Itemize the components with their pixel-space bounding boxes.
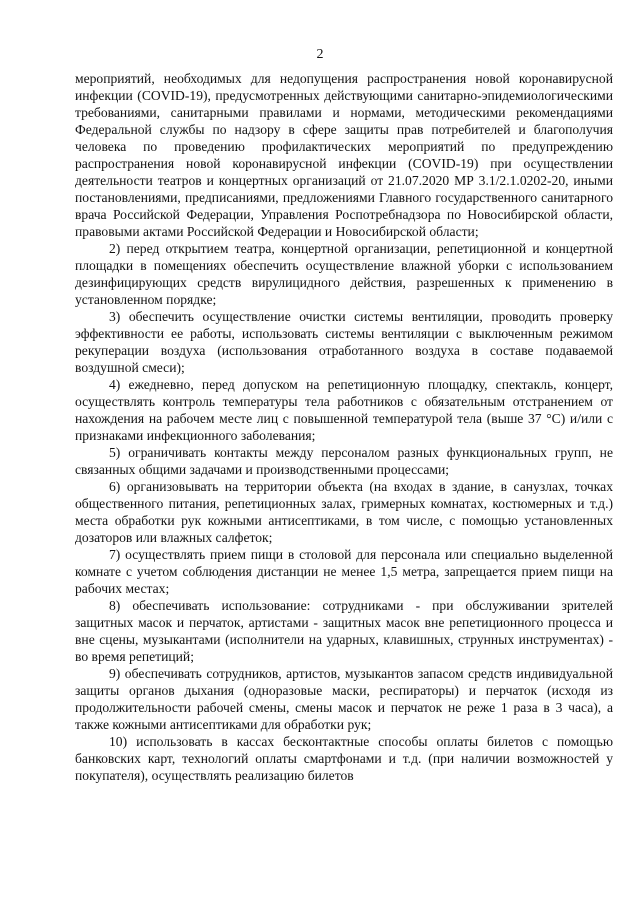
paragraph-item-2: 2) перед открытием театра, концертной организации, репетиционной и концертной площадки в помещениях обеспечить осуществление влажной уборки с использованием дезинфицирующих средств вирулицидного действия, разрешенных к применению в установленном порядке; xyxy=(75,241,613,307)
paragraph-item-5: 5) ограничивать контакты между персоналом разных функциональных групп, не связанных общими задачами и производственными процессами; xyxy=(75,445,613,477)
paragraph-item-6: 6) организовывать на территории объекта (на входах в здание, в санузлах, точках общественного питания, репетиционных залах, гримерных комнатах, костюмерных и т.д.) места обработки рук кожными антисептиками, в том числе, с помощью установленных дозаторов или влажных салфеток; xyxy=(75,479,613,545)
page-number: 2 xyxy=(316,47,324,62)
paragraph-item-8: 8) обеспечивать использование: сотрудниками - при обслуживании зрителей защитных масок и перчаток, артистами - защитных масок вне репетиционного процесса и вне сцены, музыкантами (исполнители на ударных, клавишных, струнных инструментах) - во время репетиций; xyxy=(75,598,613,664)
paragraph-item-10: 10) использовать в кассах бесконтактные способы оплаты билетов с помощью банковских карт, технологий оплаты смартфонами и т.д. (при наличии возможностей у покупателя), осуществлять реализацию билетов xyxy=(75,734,613,783)
paragraph-item-7: 7) осуществлять прием пищи в столовой для персонала или специально выделенной комнате с учетом соблюдения дистанции не менее 1,5 метра, запрещается прием пищи на рабочих местах; xyxy=(75,547,613,596)
document-body xyxy=(75,70,613,784)
paragraph-continuation: мероприятий, необходимых для недопущения распространения новой коронавирусной инфекции (COVID-19), предусмотренных действующими санитарно-эпидемиологическими требованиями, санитарными правилами и нормами, методическими рекомендациями Федеральной службы по надзору в сфере защиты прав потребителей и благополучия человека по проведению профилактических мероприятий по предупреждению распространения новой коронавирусной инфекции (COVID-19) при осуществлении деятельности театров и концертных организаций от 21.07.2020 МР 3.1/2.1.0202-20, иными постановлениями, предписаниями, предложениями Главного государственного санитарного врача Российской Федерации, Управления Роспотребнадзора по Новосибирской области, правовыми актами Российской Федерации и Новосибирской области; xyxy=(75,71,613,239)
paragraph-item-3: 3) обеспечить осуществление очистки системы вентиляции, проводить проверку эффективности ее работы, использовать системы вентиляции с выключенным режимом рекуперации воздуха (использования отработанного воздуха в составе подаваемой воздушной смеси); xyxy=(75,309,613,375)
paragraph-item-9: 9) обеспечивать сотрудников, артистов, музыкантов запасом средств индивидуальной защиты органов дыхания (одноразовые маски, респираторы) и перчаток (исходя из продолжительности рабочей смены, смены масок и перчаток не реже 1 раза в 3 часа), а также кожными антисептиками для обработки рук; xyxy=(75,666,613,732)
paragraph-item-4: 4) ежедневно, перед допуском на репетиционную площадку, спектакль, концерт, осуществлять контроль температуры тела работников с обязательным отстранением от нахождения на рабочем месте лиц с повышенной температурой тела (выше 37 °С) и/или с признаками инфекционного заболевания; xyxy=(75,377,613,443)
